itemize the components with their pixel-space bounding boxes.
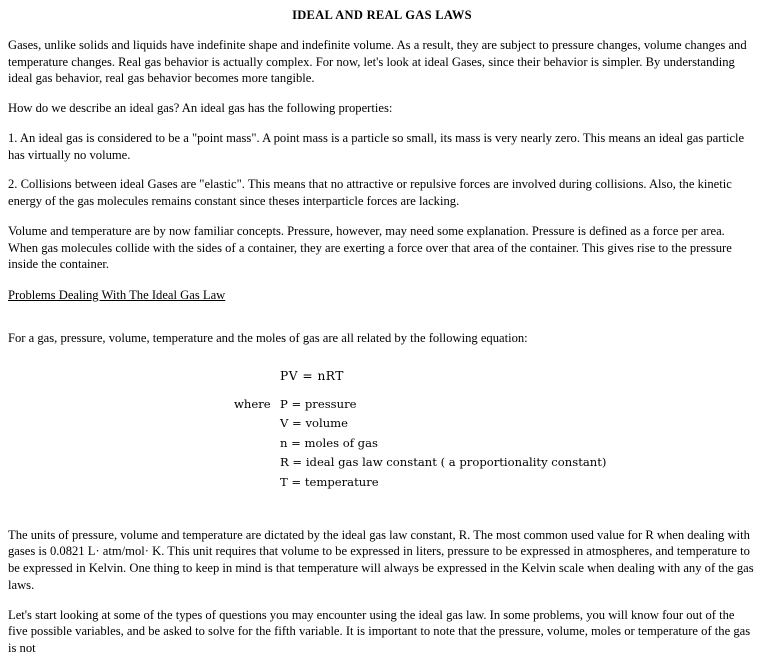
equation-definition-row [8,436,756,452]
paragraph-units-of-r: The units of pressure, volume and temperature are dictated by the ideal gas law constant, R. The most common used value for R when dealing with gases is 0.0821 L· atm/mol· K. This unit requires that volume to be expressed in liters, pressure to be expressed in atmospheres, and temperature to be expressed in Kelvin. One thing to keep in mind is that temperature will always be expressed in the Kelvin scale when dealing with any of the gas laws. [8,527,754,592]
equation-definition-row [8,475,756,491]
equation-definition-volume: V = volume [280,416,349,431]
equation-definition-row [8,416,756,432]
section-heading-wrapper [8,286,756,317]
paragraph-property-2: 2. Collisions between ideal Gases are "elastic". This means that no attractive or repulsive forces are involved during collisions. Also, the kinetic energy of the gas molecules remains constant since theses interparticle forces are lacking. [8,177,732,209]
equation-where-label: where [234,396,271,411]
ideal-gas-law-equation [8,369,756,491]
paragraph-intro: Gases, unlike solids and liquids have indefinite shape and indefinite volume. As a result, they are subject to pressure changes, volume changes and temperature changes. Real gas behavior is actually complex. For now, let's look at ideal Gases, since their behavior is simpler. By understanding ideal gas behavior, real gas behavior becomes more tangible. [8,38,747,86]
equation-definition-moles: n = moles of gas [280,435,378,450]
paragraph-property-1: 1. An ideal gas is considered to be a "point mass". A point mass is a particle so small, its mass is very nearly zero. This means an ideal gas particle has virtually no volume. [8,130,745,162]
paragraph-pressure-definition: Volume and temperature are by now familiar concepts. Pressure, however, may need some explanation. Pressure is defined as a force per area. When gas molecules collide with the sides of a container, they are exerting a force over that area of the container. This gives rise to the pressure inside the container. [8,223,732,272]
equation-definition-row [8,455,756,471]
equation-spacer [8,501,756,527]
equation-definition-constant: R = ideal gas law constant ( a proportionality constant) [280,455,607,470]
equation-formula: PV = nRT [280,368,344,383]
equation-definition-row [8,397,756,413]
section-heading-problems-ideal-gas-law: Problems Dealing With The Ideal Gas Law [8,288,226,303]
equation-definition-pressure: P = pressure [280,396,357,411]
paragraph-question-types: Let's start looking at some of the types of questions you may encounter using the ideal gas law. In some problems, you will know four out of the five possible variables, and be asked to solve for the fifth variable. It is important to note that the pressure, volume, moles or temperature of the gas is not [8,607,751,656]
paragraph-describe-ideal-gas: How do we describe an ideal gas? An ideal gas has the following properties: [8,101,393,116]
page-title: IDEAL AND REAL GAS LAWS [292,8,472,22]
equation-definition-temperature: T = temperature [280,475,379,490]
paragraph-equation-intro: For a gas, pressure, volume, temperature and the moles of gas are all related by the following equation: [8,330,528,345]
